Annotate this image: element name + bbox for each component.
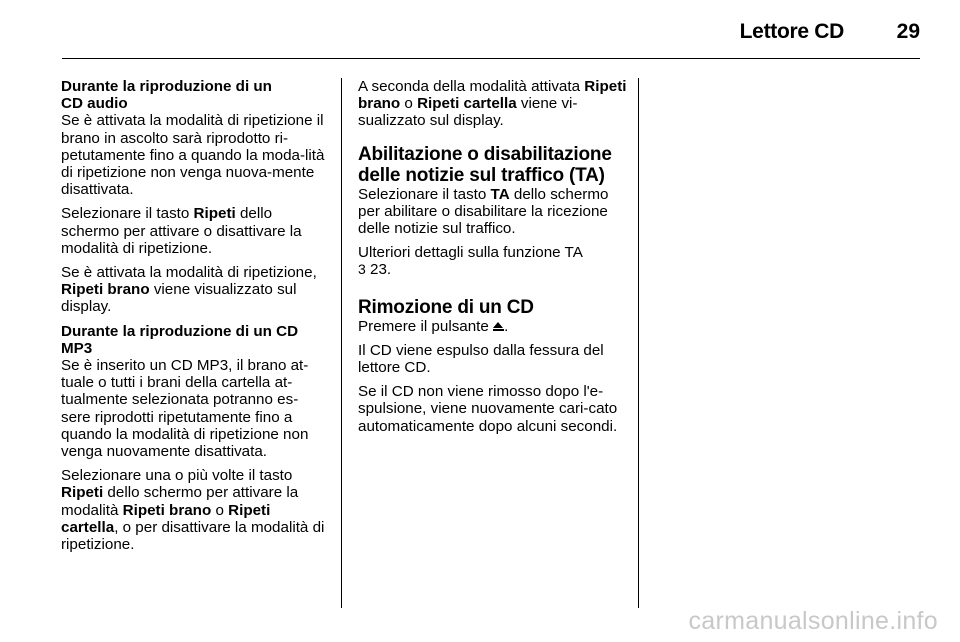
right-column [358, 78, 628, 442]
heading-line-2: CD audio [61, 95, 128, 113]
paragraph-mp3-repeat: Se è inserito un CD MP3, il brano at-tuale o tutti i brani della cartella at-tualmente selezionata potranno es-sere riprodotti ripetutamente fino a quando la modalità di ripetizione non venga nuovamente disattivata. [61, 357, 309, 461]
section-heading-ta: Abilitazione o disabilitazione delle notizie sul traffico (TA) [358, 143, 612, 186]
section-heading-cd-audio [61, 78, 327, 112]
page-reference-icon: 3 [358, 261, 366, 278]
paragraph-press-eject: Premere il pulsante . [358, 317, 509, 335]
paragraph-repeat-display: Se è attivata la modalità di ripetizione, Ripeti brano viene visualizzato sul display. [61, 264, 317, 316]
paragraph-select-repeat: Selezionare il tasto Ripeti dello schermo per attivare o disattivare la modalità di ripetizione. [61, 205, 302, 257]
column-divider-right [638, 78, 639, 608]
header-divider [62, 58, 920, 59]
paragraph-repeat-mode: Se è attivata la modalità di ripetizione il brano in ascolto sarà riprodotto ri-petutamente fino a quando la moda-lità di ripetizione non venga nuova-mente disattivata. [61, 112, 325, 199]
paragraph-cd-reload: Se il CD non viene rimosso dopo l'e-spulsione, viene nuovamente cari-cato automaticamente dopo alcuni secondi. [358, 383, 618, 435]
page-header [62, 0, 920, 60]
watermark: carmanualsonline.info [688, 607, 938, 635]
paragraph-cd-ejected: Il CD viene espulso dalla fessura del lettore CD. [358, 341, 604, 377]
paragraph-mp3-select: Selezionare una o più volte il tasto Ripeti dello schermo per attivare la modalità Ripeti brano o Ripeti cartella, o per disattivare la modalità di ripetizione. [61, 467, 325, 554]
section-heading-cd-mp3: Durante la riproduzione di un CD MP3 [61, 322, 299, 357]
section-heading-remove-cd: Rimozione di un CD [358, 296, 534, 318]
eject-icon [493, 322, 504, 332]
page-number: 29 [896, 20, 920, 43]
paragraph-display-mode: A seconda della modalità attivata Ripeti brano o Ripeti cartella viene vi-sualizzato sul display. [358, 78, 627, 130]
column-divider-left [341, 78, 342, 608]
paragraph-ta-details: Ulteriori dettagli sulla funzione TA 3 23. [358, 244, 583, 279]
page-title: Lettore CD [739, 20, 844, 43]
paragraph-ta-select: Selezionare il tasto TA dello schermo per abilitare o disabilitare la ricezione delle notizie sul traffico. [358, 185, 609, 238]
left-column [61, 78, 327, 560]
heading-line-1: Durante la riproduzione di un [61, 78, 272, 95]
